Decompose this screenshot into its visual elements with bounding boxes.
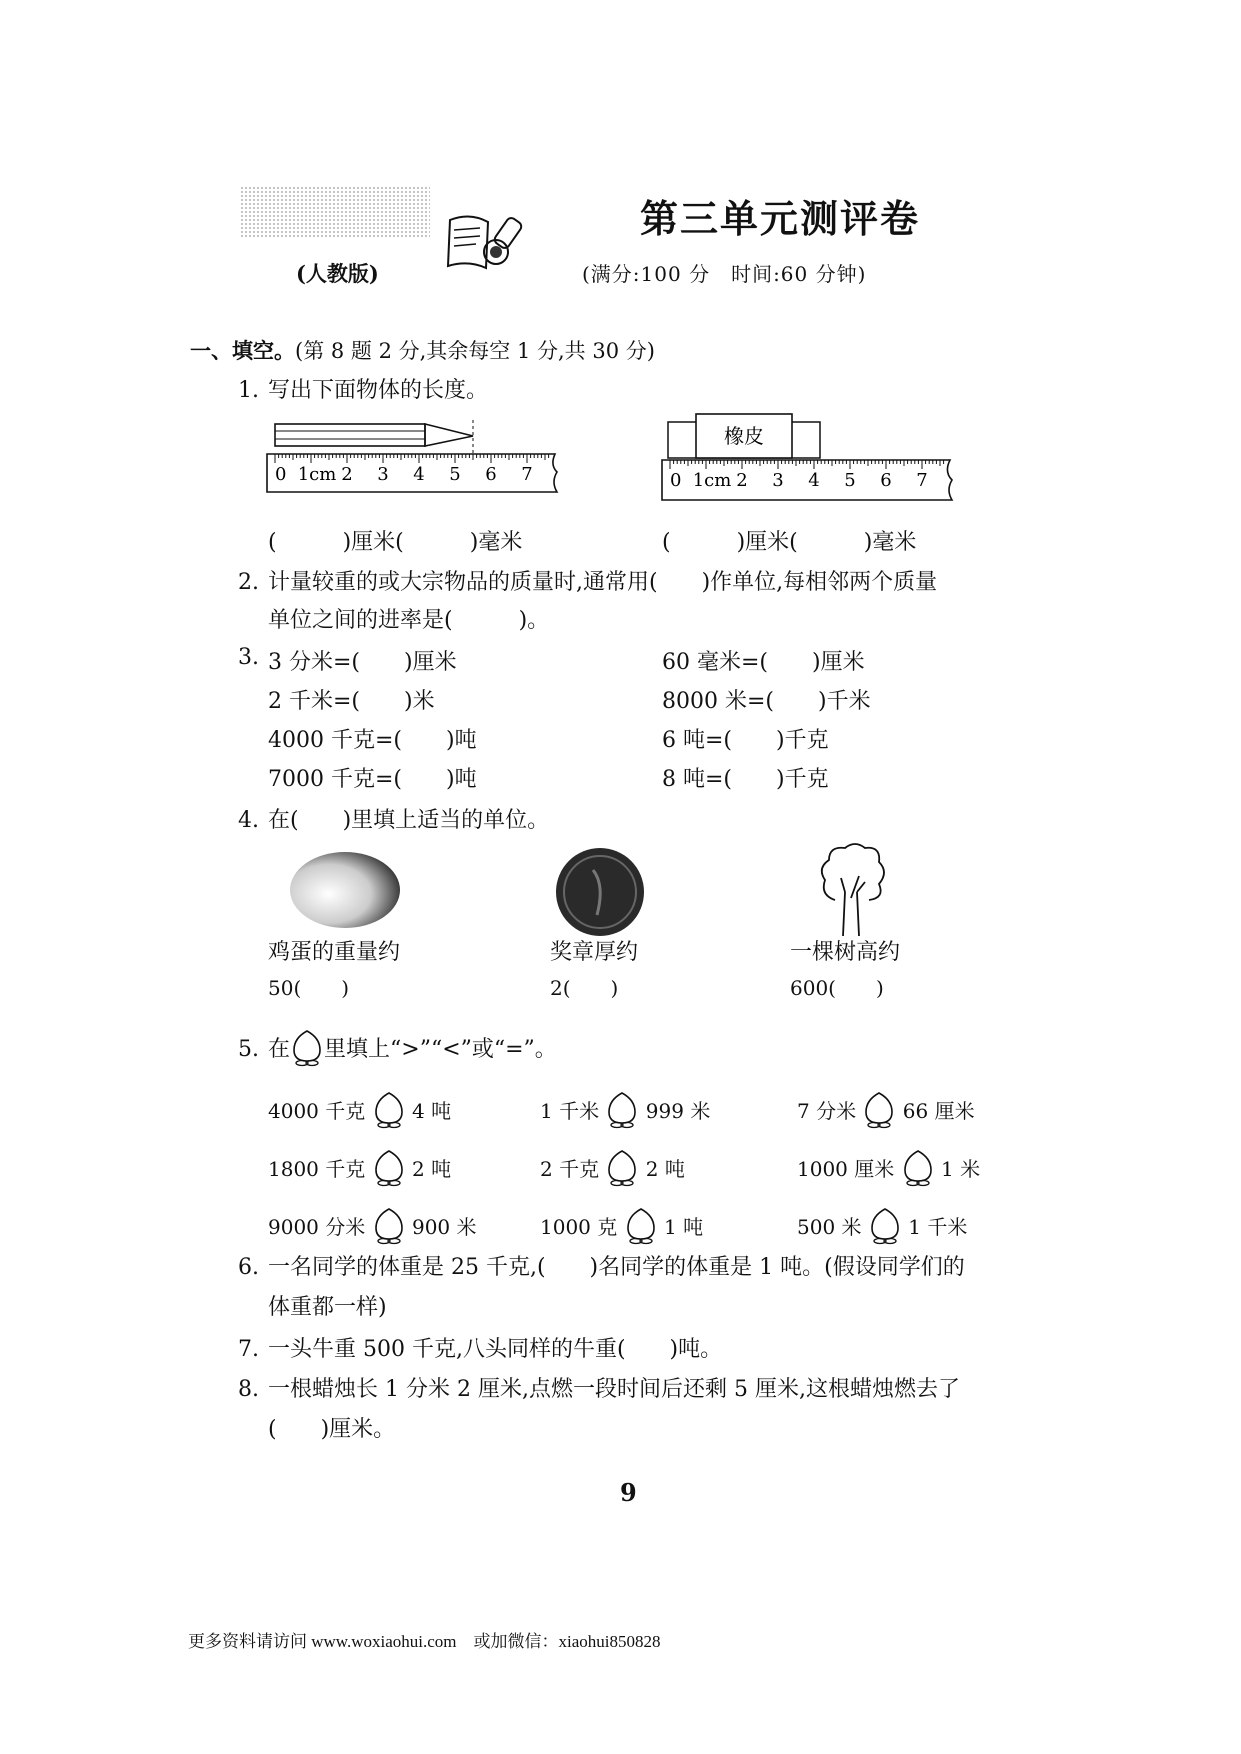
peach-circle-icon[interactable] <box>605 1148 639 1188</box>
q3-left-1[interactable]: 3 分米=( )厘米 <box>268 650 457 675</box>
q4-item-egg-caption: 鸡蛋的重量约 <box>268 940 401 965</box>
q5-left-value: 1000 厘米 <box>797 1157 901 1181</box>
eraser-ruler-figure <box>660 412 970 512</box>
q5-right-value: 900 米 <box>405 1215 477 1239</box>
q5-left-value: 1 千米 <box>540 1099 606 1123</box>
q3-left-2[interactable]: 2 千米=( )米 <box>268 689 435 714</box>
ruler-label: 1cm <box>692 470 732 491</box>
question-4: 4. 在( )里填上适当的单位。 <box>238 808 550 833</box>
question-5: 5. 在 里填上“>”“<”或“=”。 <box>238 1028 557 1068</box>
tree-icon <box>815 840 890 940</box>
q3-right-3[interactable]: 6 吨=( )千克 <box>662 728 829 753</box>
ruler-label: 6 <box>485 464 497 485</box>
question-3-num: 3. <box>238 645 259 670</box>
q5-left-value: 7 分米 <box>797 1099 863 1123</box>
medal-icon <box>553 845 648 940</box>
ruler-label: 2 <box>341 464 353 485</box>
stamp-logo <box>240 186 430 238</box>
score-info: (满分:100 分 时间:60 分钟) <box>582 262 867 286</box>
q5-right-value: 4 吨 <box>405 1099 452 1123</box>
q1-answer-eraser[interactable]: ( )厘米( )毫米 <box>662 530 917 555</box>
q5-comparison-item <box>797 1148 980 1188</box>
peach-circle-icon[interactable] <box>372 1148 406 1188</box>
q4-item-tree-caption: 一棵树高约 <box>790 940 901 965</box>
peach-circle-icon <box>290 1028 324 1068</box>
q5-comparison-item <box>540 1090 710 1130</box>
peach-circle-icon[interactable] <box>868 1206 902 1246</box>
question-8: 8. 一根蜡烛长 1 分米 2 厘米,点燃一段时间后还剩 5 厘米,这根蜡烛燃去了 <box>238 1377 960 1402</box>
q5-left-value: 500 米 <box>797 1215 868 1239</box>
ruler-ticks <box>275 454 549 463</box>
question-6: 6. 一名同学的体重是 25 千克,( )名同学的体重是 1 吨。(假设同学们的 <box>238 1255 965 1280</box>
section-heading <box>190 335 655 365</box>
q3-right-2[interactable]: 8000 米=( )千米 <box>662 689 871 714</box>
ruler-label: 1cm <box>297 464 337 485</box>
ruler-label: 5 <box>449 464 461 485</box>
egg-icon <box>285 850 405 930</box>
pencil-icon <box>275 424 425 446</box>
q3-left-4[interactable]: 7000 千克=( )吨 <box>268 767 477 792</box>
question-2-line2: 单位之间的进率是( )。 <box>268 608 550 633</box>
q5-right-value: 1 米 <box>934 1157 981 1181</box>
q5-right-value: 1 吨 <box>657 1215 704 1239</box>
edition-label: (人教版) <box>296 261 379 286</box>
q5-comparison-item <box>268 1090 451 1130</box>
peach-circle-icon[interactable] <box>372 1090 406 1130</box>
q1-answer-pencil[interactable]: ( )厘米( )毫米 <box>268 530 523 555</box>
ruler-label: 2 <box>736 470 748 491</box>
q5-comparison-item <box>540 1206 703 1246</box>
peach-circle-icon[interactable] <box>372 1206 406 1246</box>
q5-right-value: 1 千米 <box>901 1215 968 1239</box>
q5-left-value: 2 千克 <box>540 1157 606 1181</box>
q4-item-medal-caption: 奖章厚约 <box>550 940 639 965</box>
ruler-label: 5 <box>844 470 856 491</box>
page-title: 第三单元测评卷 <box>640 196 921 241</box>
q5-comparison-item <box>797 1090 975 1130</box>
q5-right-value: 66 厘米 <box>896 1099 975 1123</box>
q5-comparison-item <box>268 1148 451 1188</box>
question-7: 7. 一头牛重 500 千克,八头同样的牛重( )吨。 <box>238 1337 723 1362</box>
ruler-label: 0 <box>670 470 682 491</box>
q4-answer-tree[interactable]: 600( ) <box>790 976 884 1000</box>
question-8-line2: ( )厘米。 <box>268 1417 396 1442</box>
pencil-ruler-figure <box>265 420 575 510</box>
peach-circle-icon[interactable] <box>862 1090 896 1130</box>
q5-comparison-item <box>268 1206 477 1246</box>
ruler-ticks <box>670 460 944 469</box>
peach-circle-icon[interactable] <box>901 1148 935 1188</box>
q5-right-value: 999 米 <box>639 1099 711 1123</box>
q3-left-3[interactable]: 4000 千克=( )吨 <box>268 728 477 753</box>
q5-left-value: 1800 千克 <box>268 1157 372 1181</box>
ruler-label: 3 <box>772 470 784 491</box>
page-number: 9 <box>620 1478 637 1507</box>
footer-text[interactable]: 更多资料请访问 www.woxiaohui.com 或加微信：xiaohui850828 <box>188 1632 661 1651</box>
ruler-label: 4 <box>413 464 425 485</box>
q4-answer-medal[interactable]: 2( ) <box>550 976 619 1000</box>
q5-left-value: 9000 分米 <box>268 1215 372 1239</box>
ruler-label: 0 <box>275 464 287 485</box>
q4-answer-egg[interactable]: 50( ) <box>268 976 350 1000</box>
q5-left-value: 4000 千克 <box>268 1099 372 1123</box>
section-note: (第 8 题 2 分,其余每空 1 分,共 30 分) <box>295 339 655 363</box>
peach-circle-icon[interactable] <box>624 1206 658 1246</box>
q5-right-value: 2 吨 <box>639 1157 685 1181</box>
ruler-label: 7 <box>521 464 533 485</box>
ruler-label: 7 <box>916 470 928 491</box>
question-1: 1. 写出下面物体的长度。 <box>238 378 489 403</box>
eraser-label: 橡皮 <box>724 424 764 448</box>
q3-right-4[interactable]: 8 吨=( )千克 <box>662 767 829 792</box>
section-title: 一、填空。 <box>190 338 295 363</box>
q5-comparison-item <box>540 1148 685 1188</box>
ruler-label: 3 <box>377 464 389 485</box>
question-6-line2: 体重都一样) <box>268 1295 387 1320</box>
q3-right-1[interactable]: 60 毫米=( )厘米 <box>662 650 865 675</box>
q5-comparison-item <box>797 1206 967 1246</box>
ruler-label: 6 <box>880 470 892 491</box>
peach-circle-icon[interactable] <box>605 1090 639 1130</box>
ruler-label: 4 <box>808 470 820 491</box>
q5-left-value: 1000 克 <box>540 1215 624 1239</box>
q5-right-value: 2 吨 <box>405 1157 452 1181</box>
question-2: 2. 计量较重的或大宗物品的质量时,通常用( )作单位,每相邻两个质量 <box>238 570 938 595</box>
book-pen-icon <box>440 200 540 275</box>
